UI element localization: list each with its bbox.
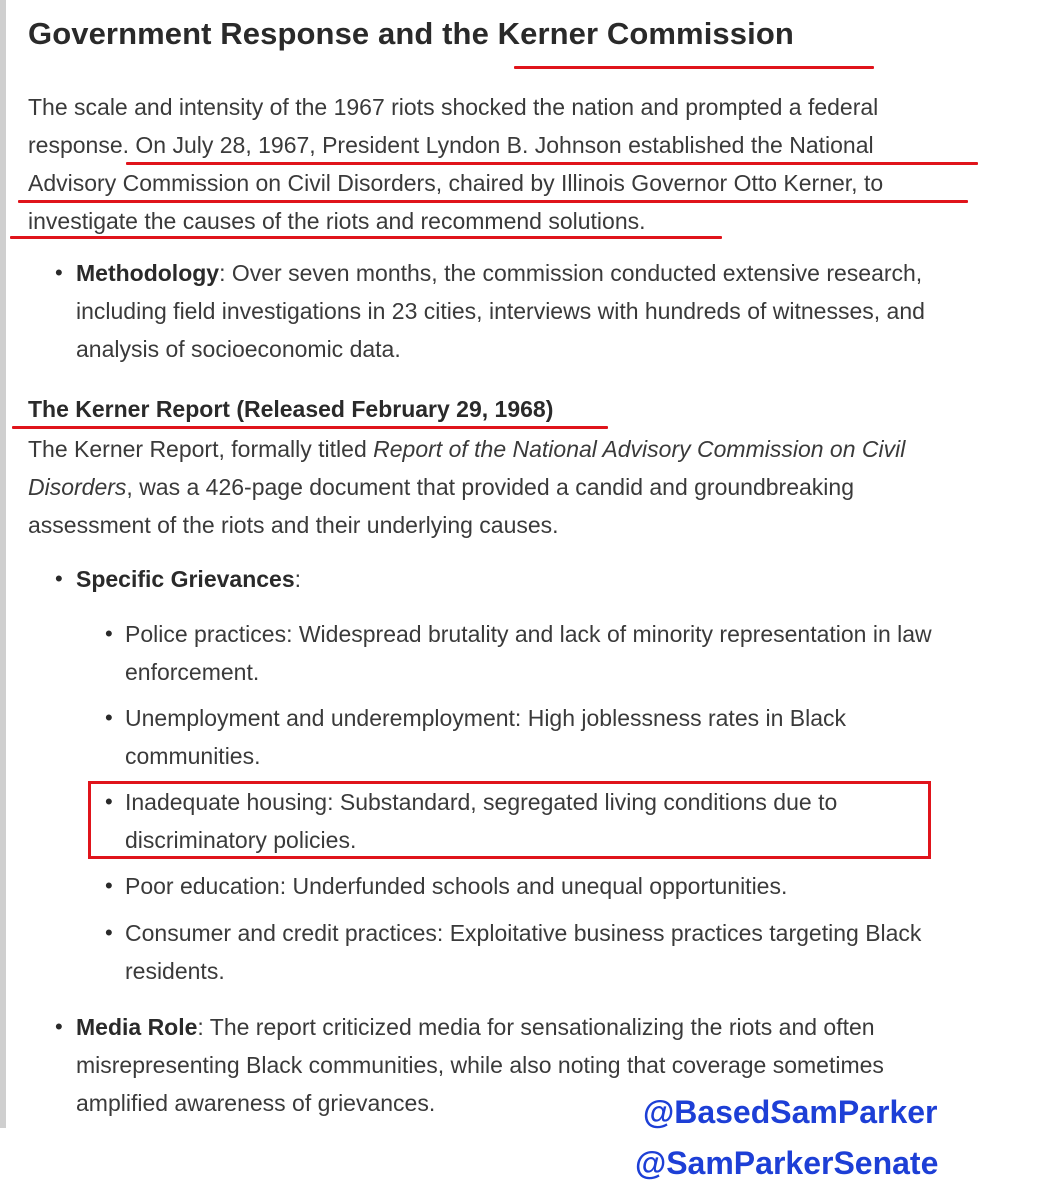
media-line-3: amplified awareness of grievances. — [76, 1090, 436, 1116]
underline-intro-1 — [126, 162, 978, 165]
grievance-item-education: Poor education: Underfunded schools and unequal opportunities. — [125, 873, 788, 899]
underline-intro-2 — [18, 200, 968, 203]
grievance-item-police-cont: enforcement. — [125, 659, 260, 685]
sub-bullet-dot: • — [105, 873, 113, 898]
intro-line-4: investigate the causes of the riots and recommend solutions. — [28, 208, 646, 234]
media-line-2: misrepresenting Black communities, while also noting that coverage sometimes — [76, 1052, 884, 1078]
sub-bullet-dot: • — [105, 789, 113, 814]
watermark-handle-2: @SamParkerSenate — [635, 1145, 939, 1181]
highlight-box-housing — [88, 781, 931, 859]
grievance-item-consumer-cont: residents. — [125, 958, 225, 984]
intro-line-3: Advisory Commission on Civil Disorders, chaired by Illinois Governor Otto Kerner, to — [28, 170, 884, 196]
bullet-dot: • — [55, 566, 63, 591]
section-heading: Government Response and the Kerner Commission — [28, 16, 794, 51]
methodology-line-3: analysis of socioeconomic data. — [76, 336, 401, 362]
report-line-1: The Kerner Report, formally titled Report of the National Advisory Commission on Civil — [28, 436, 906, 462]
grievance-item-housing-cont: discriminatory policies. — [125, 827, 357, 853]
bullet-dot: • — [55, 1014, 63, 1039]
grievance-item-unemployment: Unemployment and underemployment: High joblessness rates in Black — [125, 705, 847, 731]
watermark-handle-1: @BasedSamParker — [643, 1094, 938, 1130]
bullet-dot: • — [55, 260, 63, 285]
sub-bullet-dot: • — [105, 920, 113, 945]
grievance-item-police: Police practices: Widespread brutality and lack of minority representation in law — [125, 621, 932, 647]
intro-line-2: response. On July 28, 1967, President Lyndon B. Johnson established the National — [28, 132, 874, 158]
media-line-1: Media Role: The report criticized media for sensationalizing the riots and often — [76, 1014, 875, 1040]
methodology-line-2: including field investigations in 23 cities, interviews with hundreds of witnesses, and — [76, 298, 925, 324]
intro-line-1: The scale and intensity of the 1967 riots shocked the nation and prompted a federal — [28, 94, 879, 120]
report-title: The Kerner Report (Released February 29, 1968) — [28, 396, 554, 422]
underline-report-title — [12, 426, 608, 429]
underline-kerner-commission — [514, 66, 874, 69]
heading-highlight: Kerner Commission — [497, 16, 794, 51]
methodology-line-1: Methodology: Over seven months, the commission conducted extensive research, — [76, 260, 923, 286]
underline-intro-3 — [10, 236, 722, 239]
sub-bullet-dot: • — [105, 705, 113, 730]
grievance-item-unemployment-cont: communities. — [125, 743, 261, 769]
sub-bullet-dot: • — [105, 621, 113, 646]
grievance-item-housing: Inadequate housing: Substandard, segregated living conditions due to — [125, 789, 838, 815]
report-line-3: assessment of the riots and their underlying causes. — [28, 512, 559, 538]
grievances-heading: Specific Grievances: — [76, 566, 302, 592]
report-line-2: Disorders, was a 426-page document that provided a candid and groundbreaking — [28, 474, 854, 500]
grievance-item-consumer: Consumer and credit practices: Exploitative business practices targeting Black — [125, 920, 922, 946]
